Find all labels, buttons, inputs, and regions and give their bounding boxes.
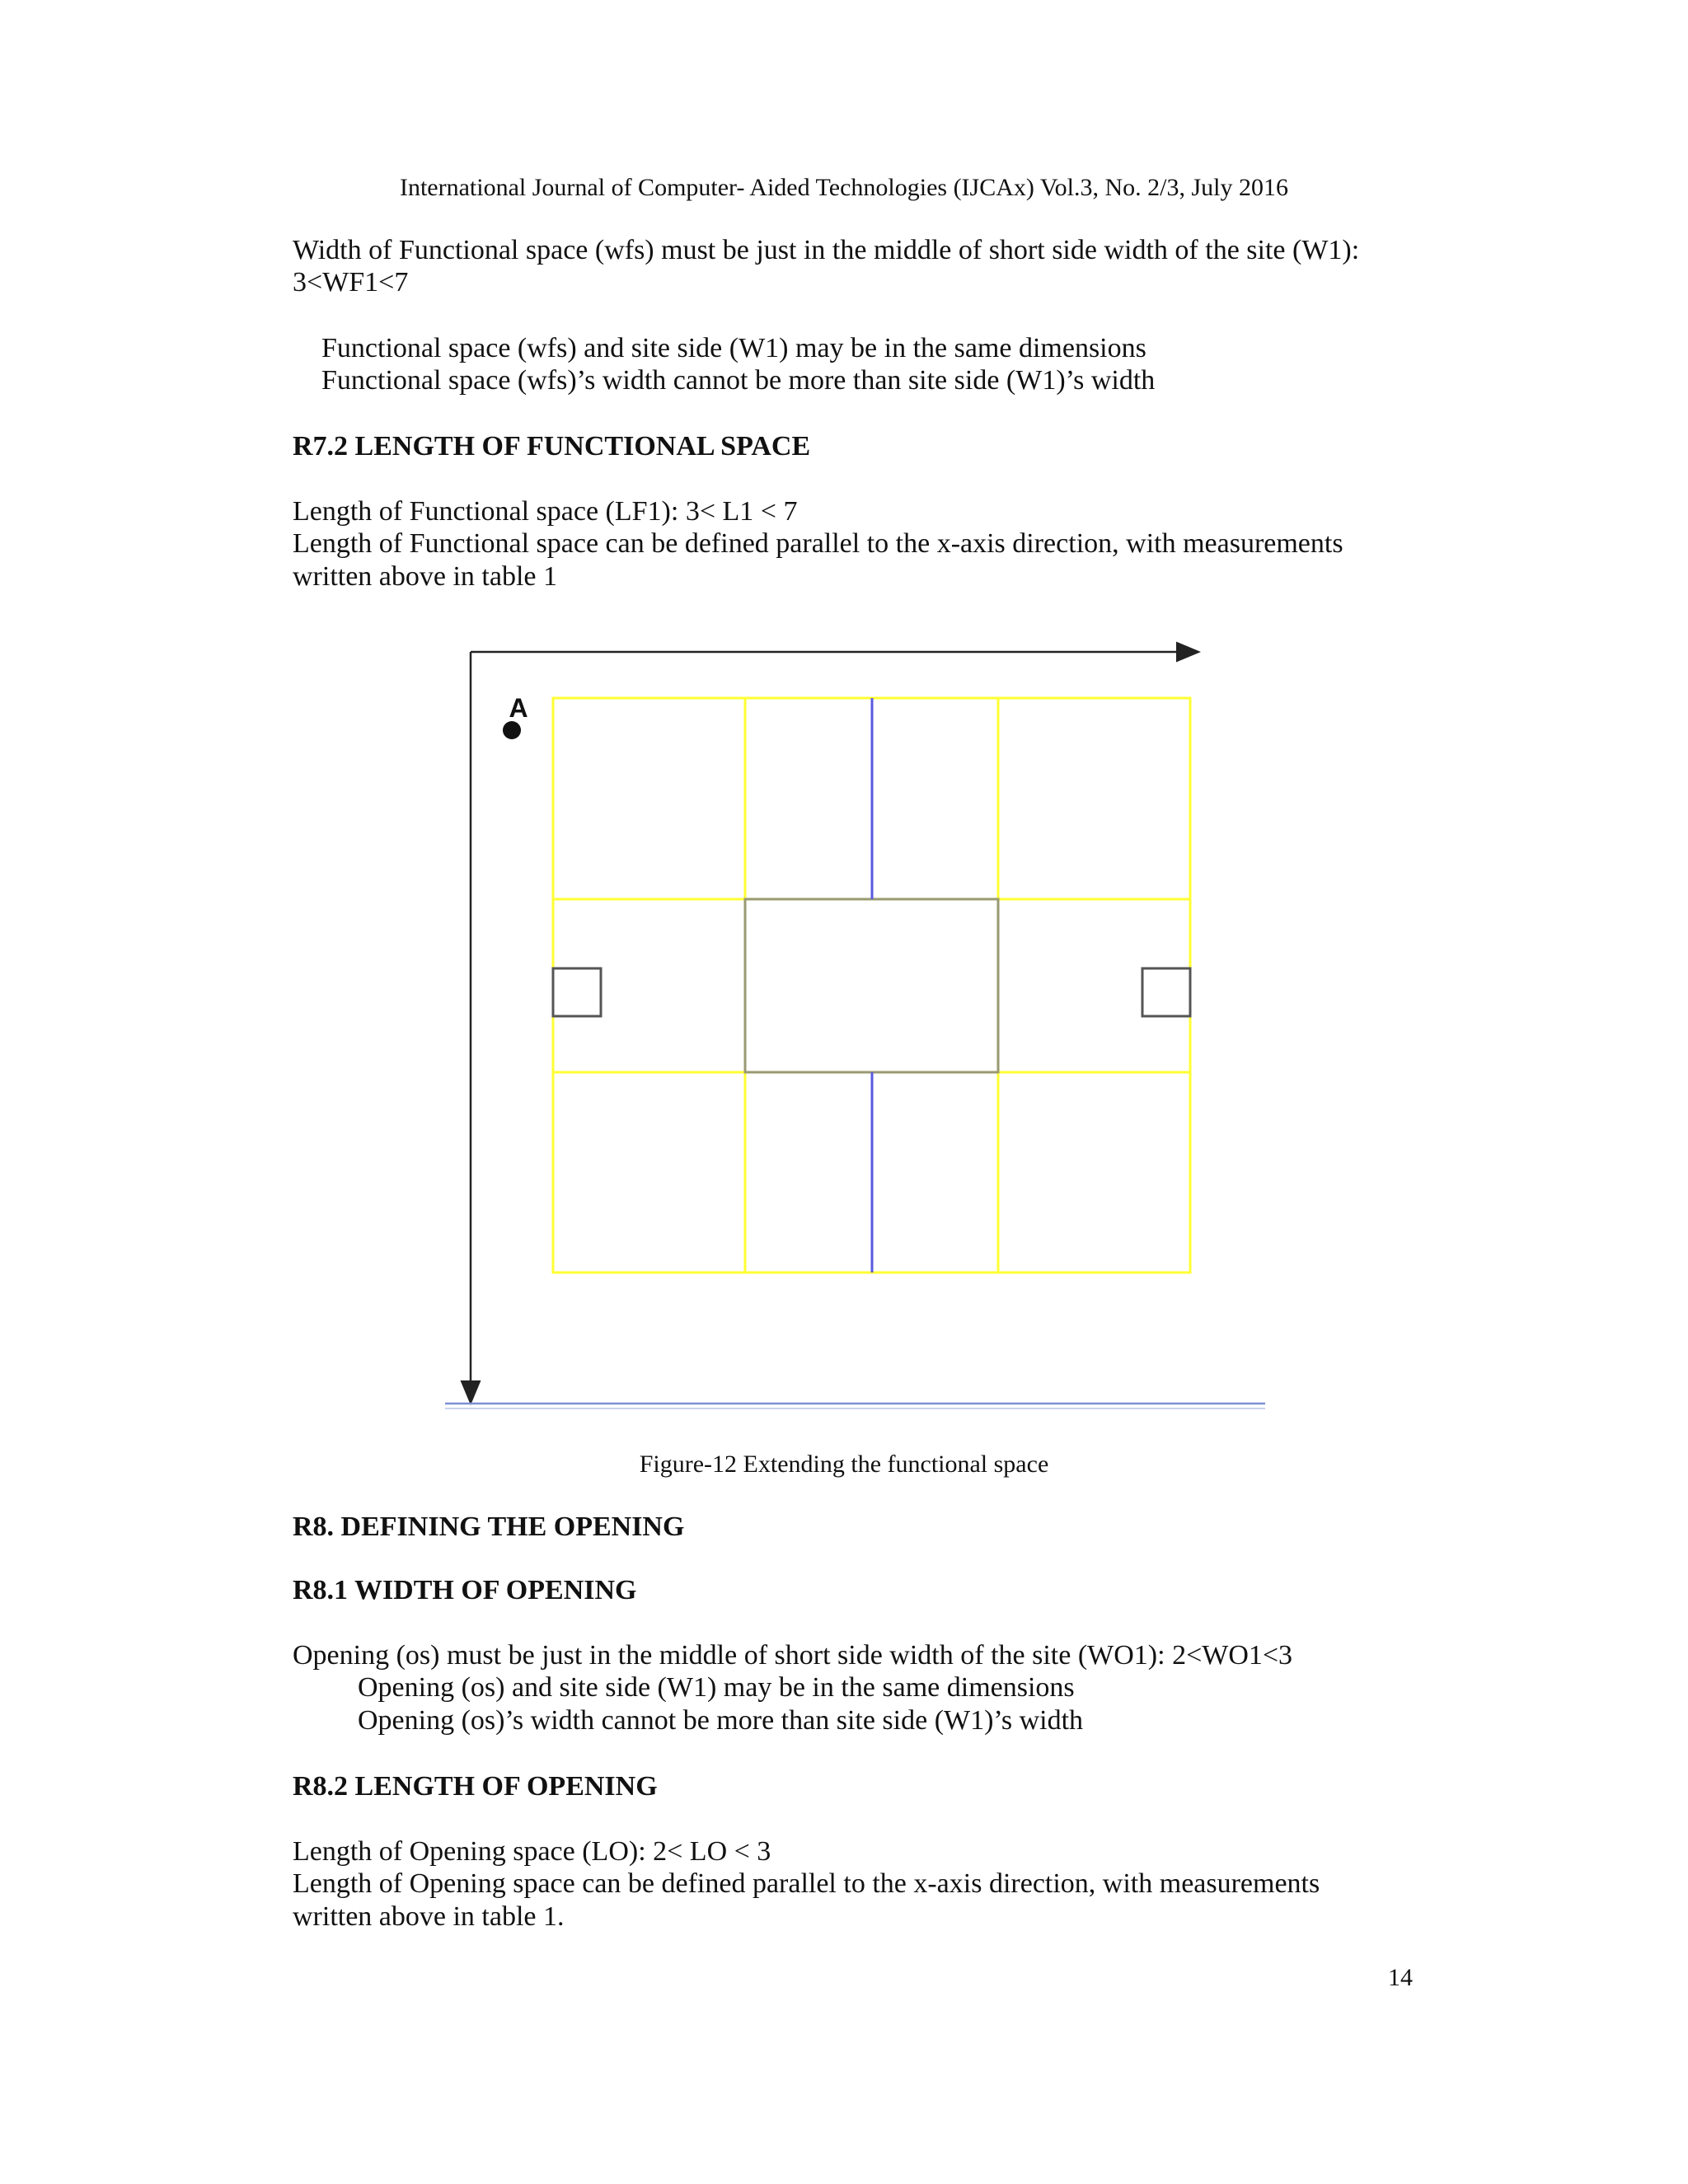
section-text-line: Length of Functional space can be defined parallel to the x-axis direction, with measurements (293, 528, 1343, 559)
point-a-label: A (509, 693, 528, 723)
paragraph-line: Width of Functional space (wfs) must be just in the middle of short side width of the site (W1): (293, 235, 1360, 265)
section-heading-r8-2: R8.2 LENGTH OF OPENING (293, 1771, 658, 1802)
section-text-line: written above in table 1 (293, 561, 558, 592)
section-text-line: Opening (os) must be just in the middle of short side width of the site (WO1): 2<WO1<3 (293, 1640, 1293, 1671)
journal-header: International Journal of Computer- Aided Technologies (IJCAx) Vol.3, No. 2/3, July 2016 (399, 174, 1288, 201)
center-functional-space (745, 899, 998, 1072)
section-text-line: Length of Opening space can be defined parallel to the x-axis direction, with measurements (293, 1868, 1320, 1899)
figure-caption: Figure-12 Extending the functional space (639, 1451, 1049, 1478)
section-text-line: written above in table 1. (293, 1901, 565, 1932)
bullet-line: Functional space (wfs) and site side (W1) may be in the same dimensions (321, 333, 1146, 363)
point-a-marker (503, 721, 521, 739)
section-text-line: Opening (os)’s width cannot be more than site side (W1)’s width (358, 1705, 1084, 1736)
page-number: 14 (1388, 1964, 1413, 1991)
paragraph-line: 3<WF1<7 (293, 267, 409, 298)
section-text-line: Length of Opening space (LO): 2< LO < 3 (293, 1836, 771, 1867)
section-heading-r7-2: R7.2 LENGTH OF FUNCTIONAL SPACE (293, 431, 811, 462)
section-heading-r8: R8. DEFINING THE OPENING (293, 1511, 685, 1542)
section-text-line: Length of Functional space (LF1): 3< L1 < 7 (293, 496, 798, 527)
section-text-line: Opening (os) and site side (W1) may be in the same dimensions (358, 1672, 1075, 1703)
bullet-line: Functional space (wfs)’s width cannot be more than site side (W1)’s width (321, 365, 1156, 396)
right-opening-square (1142, 968, 1190, 1016)
section-heading-r8-1: R8.1 WIDTH OF OPENING (293, 1575, 637, 1605)
left-opening-square (553, 968, 601, 1016)
